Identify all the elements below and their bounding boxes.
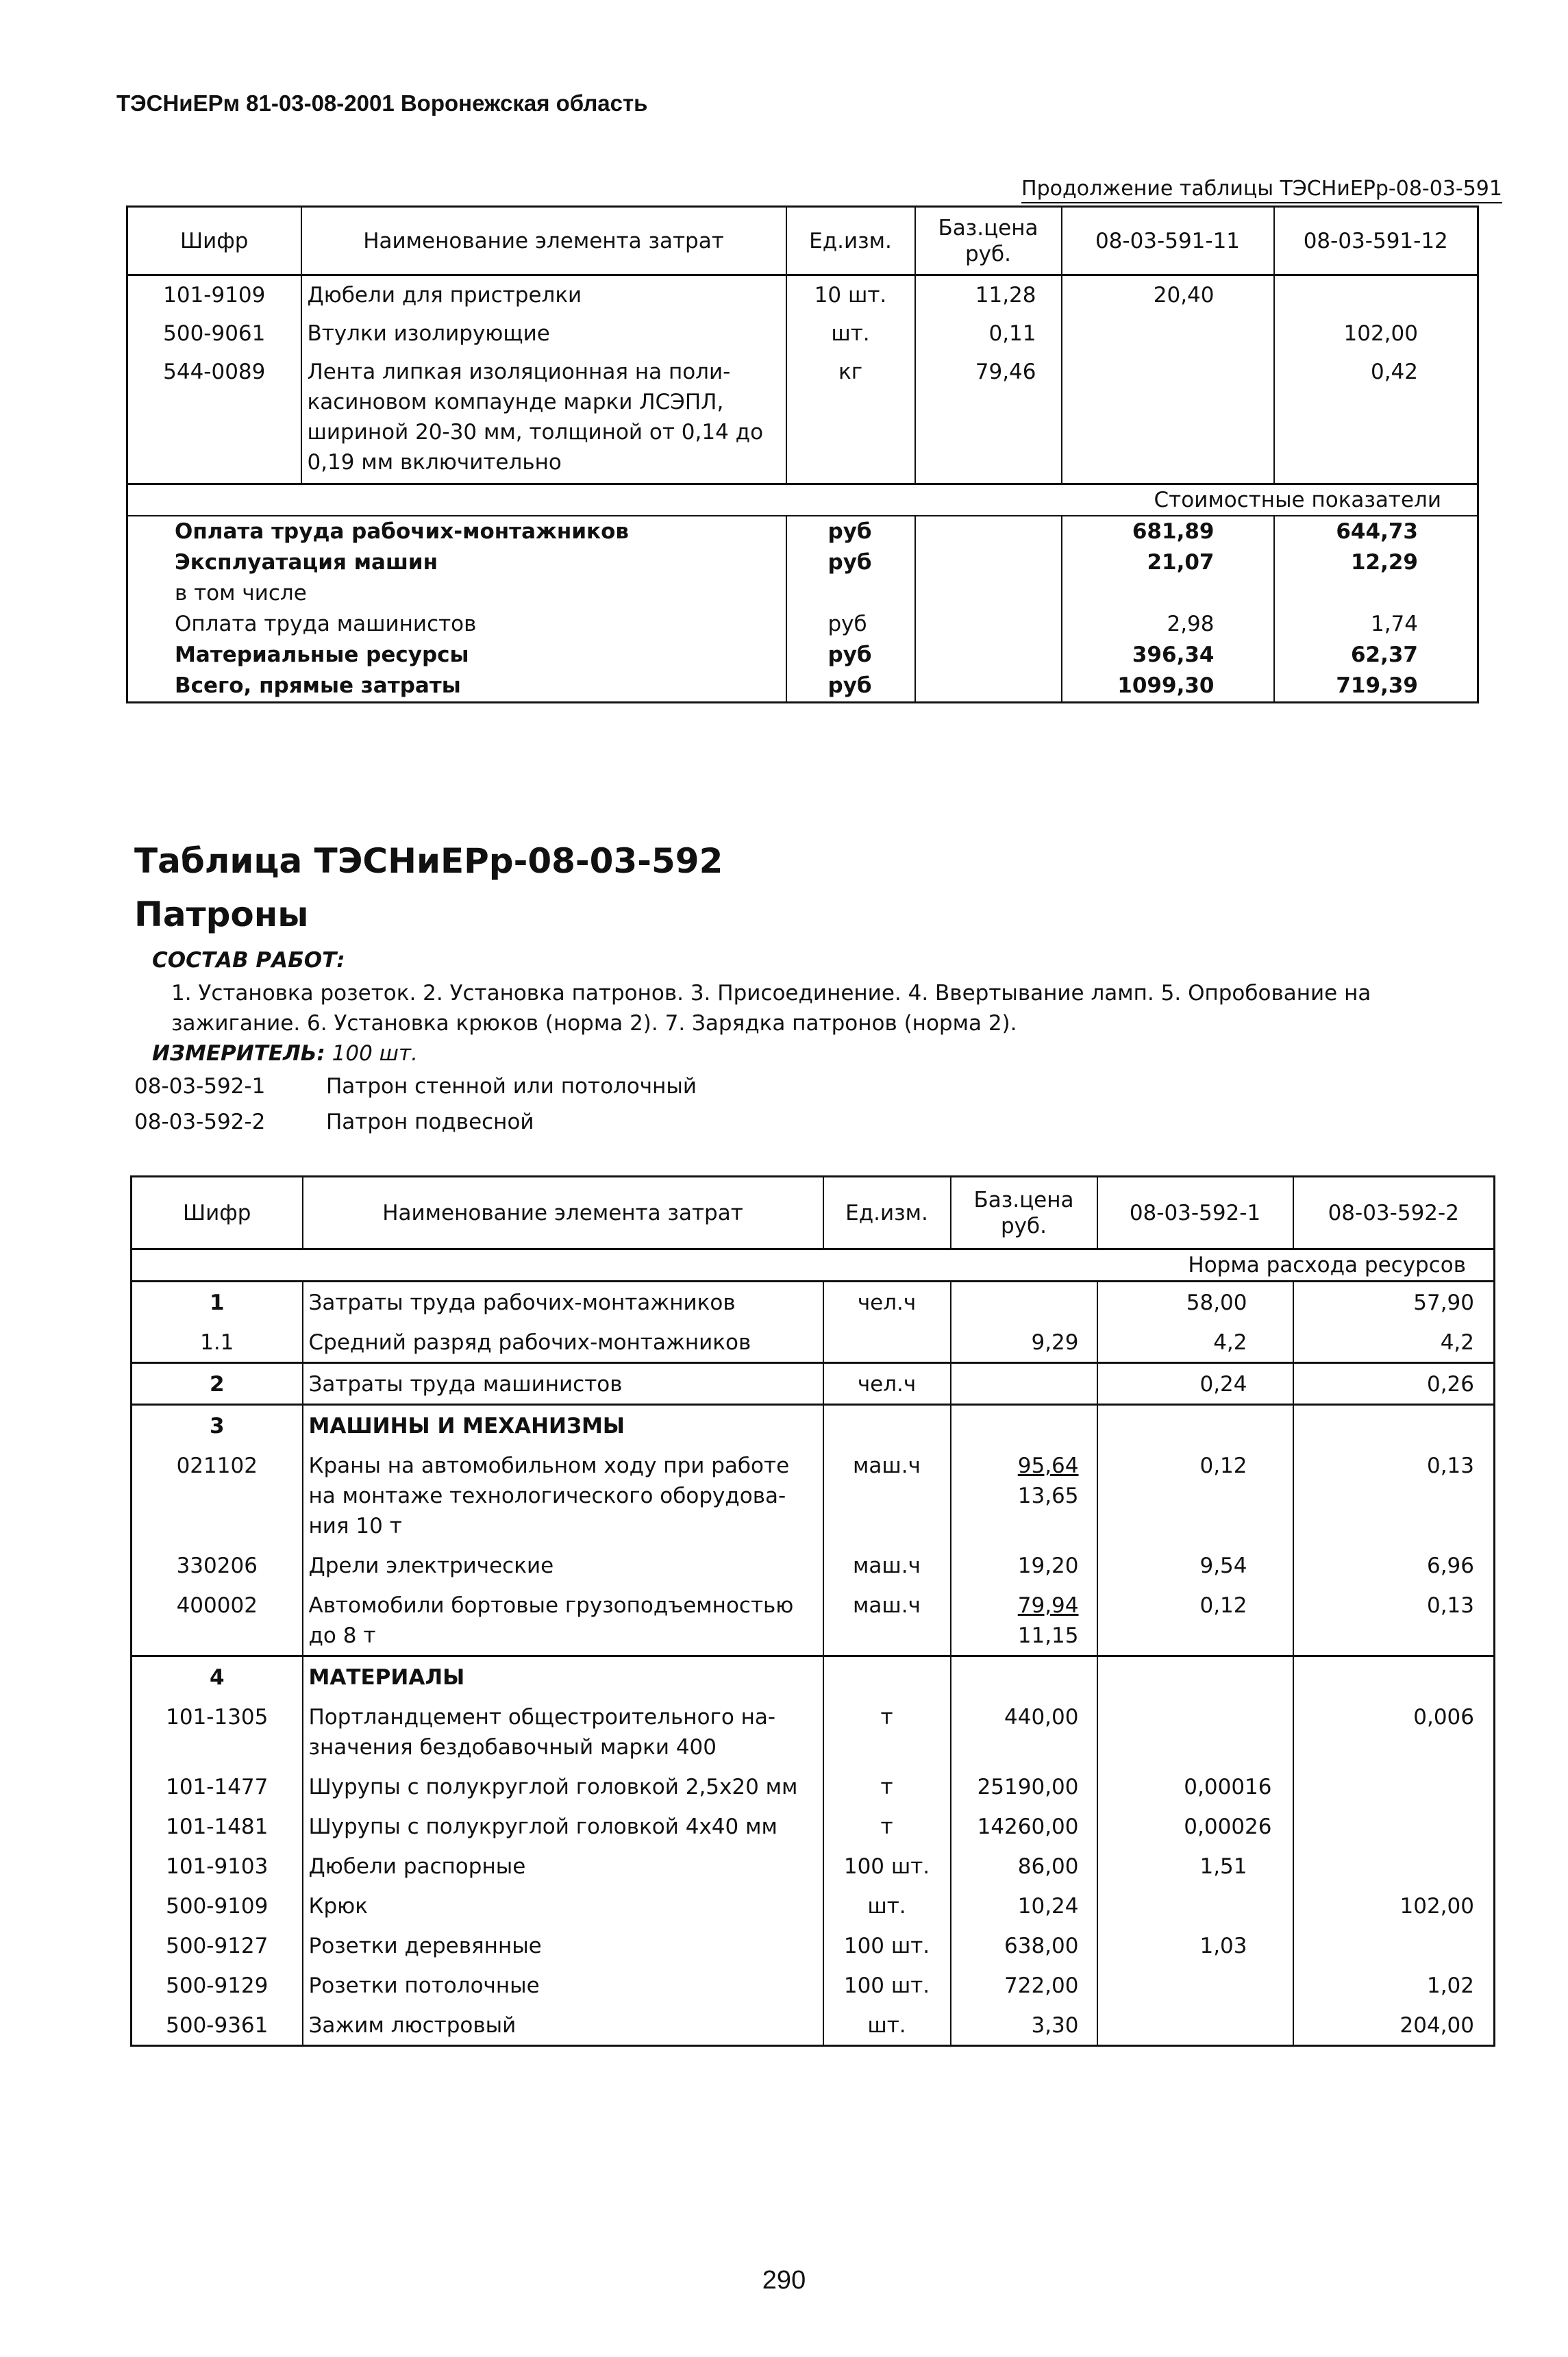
row-value-1: 0,12 (1097, 1585, 1293, 1656)
header-unit: Ед.изм. (786, 207, 915, 275)
work-composition-label: СОСТАВ РАБОТ: (152, 948, 345, 973)
row-name: Автомобили бортовые грузоподъемностью до 8 т (303, 1585, 823, 1656)
row-price (951, 1697, 1097, 1767)
summary-price (915, 578, 1062, 609)
header-col1: 08-03-592-1 (1097, 1177, 1293, 1249)
summary-value-1: 2,98 (1062, 609, 1274, 640)
work-composition-text: 1. Установка розеток. 2. Установка патронов. 3. Присоединение. 4. Ввертывание ламп. 5. Опробование на зажигание. 6. Установка крюков (норма 2). 7. Зарядка патронов (норма 2). (171, 981, 1371, 1036)
row-unit: т (823, 1767, 951, 1806)
table-row (132, 1363, 1495, 1405)
table-row (132, 1282, 1495, 1323)
price-primary: 95,64 (1017, 1454, 1079, 1478)
row-name: Крюк (303, 1886, 823, 1925)
row-value-1 (1062, 353, 1274, 484)
summary-value-1: 681,89 (1062, 516, 1274, 547)
price-primary: 440,00 (1004, 1705, 1079, 1730)
row-price (951, 1767, 1097, 1806)
table-row (132, 1697, 1495, 1767)
row-code: 2 (132, 1363, 303, 1405)
row-value-1: 0,24 (1097, 1363, 1293, 1405)
row-name: Дюбели для пристрелки (301, 275, 786, 315)
table-row (132, 1405, 1495, 1446)
row-value-1: 20,40 (1062, 275, 1274, 315)
row-unit (823, 1405, 951, 1446)
code-entry-2-name: Патрон подвесной (326, 1110, 534, 1134)
row-value-1: 58,00 (1097, 1282, 1293, 1323)
row-value-1 (1097, 1405, 1293, 1446)
row-name: МАТЕРИАЛЫ (303, 1656, 823, 1697)
summary-name: Оплата труда машинистов (175, 612, 477, 636)
section-title: Таблица ТЭСНиЕРр-08-03-592 (134, 841, 723, 881)
row-value-2 (1274, 275, 1478, 315)
summary-row (127, 640, 1478, 671)
summary-value-2 (1274, 578, 1478, 609)
price-primary: 3,30 (1031, 2013, 1079, 2038)
table-row (132, 1767, 1495, 1806)
summary-value-2: 1,74 (1274, 609, 1478, 640)
row-name: Краны на автомобильном ходу при работе на монтаже технологического оборудова-ния 10 т (303, 1445, 823, 1545)
row-value-2 (1293, 1925, 1495, 1965)
row-unit: шт. (786, 314, 915, 353)
price-primary: 14260,00 (977, 1814, 1079, 1839)
table-row (127, 353, 1478, 484)
row-value-2: 0,13 (1293, 1445, 1495, 1545)
summary-row (127, 547, 1478, 578)
row-price (951, 1965, 1097, 2005)
table-row (132, 1585, 1495, 1656)
row-value-2: 4,2 (1293, 1322, 1495, 1363)
row-value-1 (1062, 314, 1274, 353)
code-entry-2: 08-03-592-2 (134, 1110, 266, 1134)
row-code: 101-1481 (132, 1806, 303, 1846)
row-value-2 (1293, 1806, 1495, 1846)
price-secondary: 13,65 (1017, 1484, 1079, 1508)
price-secondary: 11,15 (1017, 1623, 1079, 1648)
header-name: Наименование элемента затрат (303, 1177, 823, 1249)
row-value-2: 0,006 (1293, 1697, 1495, 1767)
band-label: Норма расхода ресурсов (132, 1249, 1495, 1282)
row-name: МАШИНЫ И МЕХАНИЗМЫ (303, 1405, 823, 1446)
row-price (951, 1846, 1097, 1886)
summary-value-2: 719,39 (1274, 671, 1478, 703)
row-value-2: 1,02 (1293, 1965, 1495, 2005)
summary-unit: руб (786, 516, 915, 547)
row-name: Шурупы с полукруглой головкой 2,5х20 мм (303, 1767, 823, 1806)
row-price (951, 2005, 1097, 2046)
row-value-1 (1097, 1965, 1293, 2005)
row-value-1 (1097, 1697, 1293, 1767)
measure-label: ИЗМЕРИТЕЛЬ: (152, 1041, 325, 1066)
row-code: 500-9361 (132, 2005, 303, 2046)
table-row (132, 1656, 1495, 1697)
row-name: Зажим люстровый (303, 2005, 823, 2046)
row-name: Затраты труда машинистов (303, 1363, 823, 1405)
row-price: 0,11 (915, 314, 1062, 353)
row-name: Розетки потолочные (303, 1965, 823, 2005)
document-header: ТЭСНиЕРм 81-03-08-2001 Воронежская область (116, 90, 648, 116)
row-value-1: 1,51 (1097, 1846, 1293, 1886)
summary-name: Оплата труда рабочих-монтажников (175, 519, 629, 544)
row-value-1 (1097, 1886, 1293, 1925)
summary-price (915, 547, 1062, 578)
summary-value-2: 12,29 (1274, 547, 1478, 578)
row-value-2: 0,13 (1293, 1585, 1495, 1656)
summary-name: Всего, прямые затраты (175, 673, 461, 698)
resource-table-592 (130, 1175, 1495, 2047)
summary-row (127, 609, 1478, 640)
row-name: Портландцемент общестроительного на-значения бездобавочный марки 400 (303, 1697, 823, 1767)
row-unit: маш.ч (823, 1445, 951, 1545)
header-code: Шифр (132, 1177, 303, 1249)
row-unit: 10 шт. (786, 275, 915, 315)
row-value-2 (1293, 1767, 1495, 1806)
price-primary: 19,20 (1017, 1554, 1079, 1578)
table-header-row (127, 207, 1478, 275)
row-unit: маш.ч (823, 1585, 951, 1656)
row-price (951, 1322, 1097, 1363)
row-value-2: 102,00 (1274, 314, 1478, 353)
code-entry-1-name: Патрон стенной или потолочный (326, 1074, 697, 1099)
summary-name: Эксплуатация машин (175, 550, 438, 575)
row-code: 101-1477 (132, 1767, 303, 1806)
header-unit: Ед.изм. (823, 1177, 951, 1249)
row-code: 500-9127 (132, 1925, 303, 1965)
row-price (951, 1806, 1097, 1846)
row-unit: т (823, 1697, 951, 1767)
summary-row (127, 671, 1478, 703)
row-unit: маш.ч (823, 1545, 951, 1585)
summary-unit: руб (786, 547, 915, 578)
row-unit: шт. (823, 2005, 951, 2046)
table-row (132, 1322, 1495, 1363)
summary-value-1 (1062, 578, 1274, 609)
summary-name: в том числе (175, 581, 307, 606)
summary-value-2: 644,73 (1274, 516, 1478, 547)
price-primary: 86,00 (1017, 1854, 1079, 1879)
row-name: Средний разряд рабочих-монтажников (303, 1322, 823, 1363)
table-header-row (132, 1177, 1495, 1249)
page-number: 290 (762, 2266, 806, 2295)
row-code: 4 (132, 1656, 303, 1697)
summary-row (127, 516, 1478, 547)
summary-unit: руб (786, 640, 915, 671)
row-code: 1 (132, 1282, 303, 1323)
row-unit: кг (786, 353, 915, 484)
table-row (132, 1445, 1495, 1545)
row-value-1 (1097, 2005, 1293, 2046)
norm-band-row (132, 1249, 1495, 1282)
code-entry-1: 08-03-592-1 (134, 1074, 266, 1099)
section-subtitle: Патроны (134, 895, 309, 934)
summary-price (915, 671, 1062, 703)
row-code: 500-9061 (127, 314, 301, 353)
table-row (127, 314, 1478, 353)
row-unit (823, 1656, 951, 1697)
row-code: 3 (132, 1405, 303, 1446)
row-price (951, 1886, 1097, 1925)
row-value-1: 1,03 (1097, 1925, 1293, 1965)
row-price (951, 1282, 1097, 1323)
row-value-2 (1293, 1656, 1495, 1697)
band-label: Стоимостные показатели (127, 484, 1478, 516)
row-price (951, 1925, 1097, 1965)
row-price (951, 1405, 1097, 1446)
measure-line (152, 1041, 418, 1066)
row-price (951, 1363, 1097, 1405)
row-price (951, 1545, 1097, 1585)
row-unit: 100 шт. (823, 1846, 951, 1886)
row-value-1: 9,54 (1097, 1545, 1293, 1585)
row-code: 330206 (132, 1545, 303, 1585)
price-primary: 25190,00 (977, 1775, 1079, 1799)
summary-value-1: 1099,30 (1062, 671, 1274, 703)
table-row (132, 1545, 1495, 1585)
table-row (127, 275, 1478, 315)
header-name: Наименование элемента затрат (301, 207, 786, 275)
row-price (951, 1445, 1097, 1545)
row-unit: 100 шт. (823, 1925, 951, 1965)
row-value-2: 0,42 (1274, 353, 1478, 484)
summary-name: Материальные ресурсы (175, 643, 469, 667)
row-value-2 (1293, 1405, 1495, 1446)
row-unit: т (823, 1806, 951, 1846)
summary-row (127, 578, 1478, 609)
row-name: Дюбели распорные (303, 1846, 823, 1886)
row-value-1: 0,00026 (1097, 1806, 1293, 1846)
row-code: 544-0089 (127, 353, 301, 484)
row-unit (823, 1322, 951, 1363)
row-value-2 (1293, 1846, 1495, 1886)
row-value-1: 0,00016 (1097, 1767, 1293, 1806)
summary-unit: руб (786, 671, 915, 703)
header-code: Шифр (127, 207, 301, 275)
table-row (132, 1846, 1495, 1886)
row-code: 500-9129 (132, 1965, 303, 2005)
row-code: 500-9109 (132, 1886, 303, 1925)
row-value-1: 4,2 (1097, 1322, 1293, 1363)
summary-price (915, 609, 1062, 640)
table-row (132, 1806, 1495, 1846)
price-primary: 722,00 (1004, 1973, 1079, 1998)
header-price: Баз.цена руб. (951, 1177, 1097, 1249)
header-price: Баз.цена руб. (915, 207, 1062, 275)
row-unit: шт. (823, 1886, 951, 1925)
cost-band-row (127, 484, 1478, 516)
row-code: 021102 (132, 1445, 303, 1545)
table-continuation-caption: Продолжение таблицы ТЭСНиЕРр-08-03-591 (1021, 177, 1502, 203)
row-code: 101-9109 (127, 275, 301, 315)
row-value-1: 0,12 (1097, 1445, 1293, 1545)
row-value-2: 57,90 (1293, 1282, 1495, 1323)
price-primary: 10,24 (1017, 1894, 1079, 1919)
row-value-2: 6,96 (1293, 1545, 1495, 1585)
table-row (132, 2005, 1495, 2046)
summary-unit: руб (786, 609, 915, 640)
summary-unit (786, 578, 915, 609)
summary-value-1: 21,07 (1062, 547, 1274, 578)
row-value-1 (1097, 1656, 1293, 1697)
row-name: Лента липкая изоляционная на поли-касиновом компаунде марки ЛСЭПЛ, шириной 20-30 мм, толщиной от 0,14 до 0,19 мм включительно (301, 353, 786, 484)
row-value-2: 204,00 (1293, 2005, 1495, 2046)
row-name: Шурупы с полукруглой головкой 4х40 мм (303, 1806, 823, 1846)
row-price: 11,28 (915, 275, 1062, 315)
summary-price (915, 640, 1062, 671)
row-value-2: 0,26 (1293, 1363, 1495, 1405)
table-row (132, 1925, 1495, 1965)
header-col2: 08-03-591-12 (1274, 207, 1478, 275)
price-primary: 9,29 (1031, 1330, 1079, 1355)
row-name: Дрели электрические (303, 1545, 823, 1585)
row-code: 101-1305 (132, 1697, 303, 1767)
row-name: Втулки изолирующие (301, 314, 786, 353)
price-primary: 79,94 (1017, 1593, 1079, 1618)
measure-value: 100 шт. (332, 1041, 418, 1066)
row-unit: 100 шт. (823, 1965, 951, 2005)
price-primary: 638,00 (1004, 1934, 1079, 1958)
row-code: 101-9103 (132, 1846, 303, 1886)
row-unit: чел.ч (823, 1363, 951, 1405)
row-unit: чел.ч (823, 1282, 951, 1323)
summary-value-2: 62,37 (1274, 640, 1478, 671)
summary-value-1: 396,34 (1062, 640, 1274, 671)
row-price (951, 1585, 1097, 1656)
table-row (132, 1965, 1495, 2005)
row-name: Затраты труда рабочих-монтажников (303, 1282, 823, 1323)
row-name: Розетки деревянные (303, 1925, 823, 1965)
table-row (132, 1886, 1495, 1925)
header-col1: 08-03-591-11 (1062, 207, 1274, 275)
summary-price (915, 516, 1062, 547)
row-price: 79,46 (915, 353, 1062, 484)
row-code: 400002 (132, 1585, 303, 1656)
header-col2: 08-03-592-2 (1293, 1177, 1495, 1249)
row-value-2: 102,00 (1293, 1886, 1495, 1925)
row-price (951, 1656, 1097, 1697)
row-code: 1.1 (132, 1322, 303, 1363)
resource-table-591 (126, 205, 1479, 703)
